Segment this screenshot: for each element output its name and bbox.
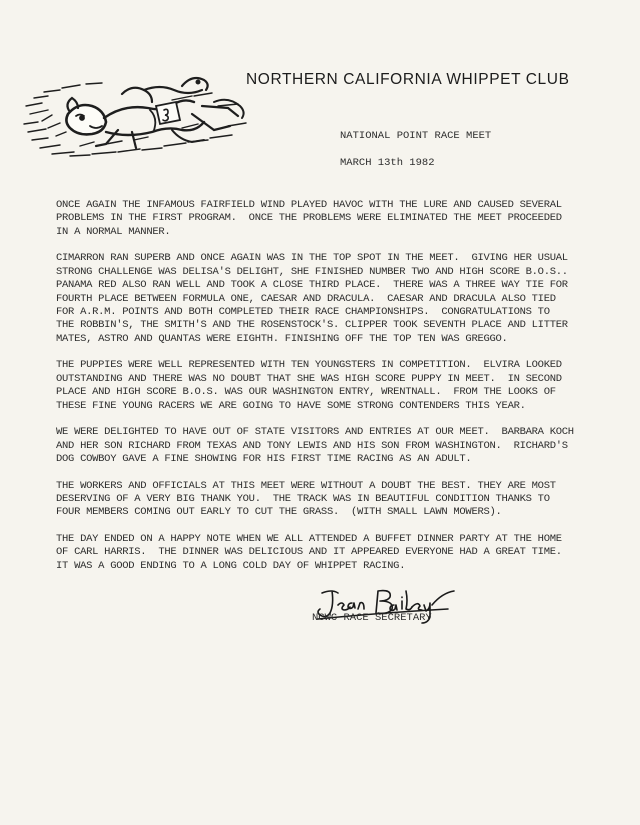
signature-title: NCWC RACE SECRETARY xyxy=(312,612,432,624)
whippet-logo-icon xyxy=(22,66,254,166)
paragraph: CIMARRON RAN SUPERB AND ONCE AGAIN WAS IN THE TOP SPOT IN THE MEET. GIVING HER USUAL STRONG CHALLENGE WAS DELISA'S DELIGHT, SHE FINISHED NUMBER TWO AND HIGH SCORE B.O.S.. PANAMA RED ALSO RAN WELL AND TOOK A CLOSE THIRD PLACE. THERE WAS A THREE WAY TIE FOR FOURTH PLACE BETWEEN FORMULA ONE, CAESAR AND DRACULA. CAESAR AND DRACULA ALSO TIED FOR A.R.M. POINTS AND BOTH COMPLETED THEIR RACE CHAMPIONSHIPS. CONGRATULATIONS TO THE ROBBIN'S, THE SMITH'S AND THE ROSENSTOCK'S. CLIPPER TOOK SEVENTH PLACE AND LITTER MATES, ASTRO AND QUANTAS WERE EIGHTH. FINISHING OFF THE TOP TEN WAS GREGGO. xyxy=(56,252,568,345)
paragraph: THE WORKERS AND OFFICIALS AT THIS MEET WERE WITHOUT A DOUBT THE BEST. THEY ARE MOST DESERVING OF A VERY BIG THANK YOU. THE TRACK WAS IN BEAUTIFUL CONDITION THANKS TO FOUR MEMBERS COMING OUT EARLY TO CUT THE GRASS. (WITH SMALL LAWN MOWERS). xyxy=(56,479,556,519)
paragraph: ONCE AGAIN THE INFAMOUS FAIRFIELD WIND PLAYED HAVOC WITH THE LURE AND CAUSED SEVERAL PROBLEMS IN THE FIRST PROGRAM. ONCE THE PROBLEMS WERE ELIMINATED THE MEET PROCEEDED IN A NORMAL MANNER. xyxy=(56,199,562,238)
signature-block xyxy=(308,585,478,635)
paragraph: THE DAY ENDED ON A HAPPY NOTE WHEN WE ALL ATTENDED A BUFFET DINNER PARTY AT THE HOME OF CARL HARRIS. THE DINNER WAS DELICIOUS AND IT APPEARED EVERYONE HAD A GREAT TIME. IT WAS A GOOD ENDING TO A LONG COLD DAY OF WHIPPET RACING. xyxy=(56,533,562,572)
event-name: NATIONAL POINT RACE MEET xyxy=(340,130,492,142)
paragraph: THE PUPPIES WERE WELL REPRESENTED WITH TEN YOUNGSTERS IN COMPETITION. ELVIRA LOOKED OUTSTANDING AND THERE WAS NO DOUBT THAT SHE WAS HIGH SCORE PUPPY IN MEET. IN SECOND PLACE AND HIGH SCORE B.O.S. WAS OUR WASHINGTON ENTRY, WRENTNALL. FROM THE LOOKS OF THESE FINE YOUNG RACERS WE ARE GOING TO HAVE SOME STRONG CONTENDERS THIS YEAR. xyxy=(56,359,562,412)
event-date: MARCH 13th 1982 xyxy=(340,157,435,169)
club-name: NORTHERN CALIFORNIA WHIPPET CLUB xyxy=(246,71,570,88)
letter-body xyxy=(56,199,622,586)
paragraph: WE WERE DELIGHTED TO HAVE OUT OF STATE VISITORS AND ENTRIES AT OUR MEET. BARBARA KOCH AND HER SON RICHARD FROM TEXAS AND TONY LEWIS AND HIS SON FROM WASHINGTON. RICHARD'S DOG COWBOY GAVE A FINE SHOWING FOR HIS FIRST TIME RACING AS AN ADULT. xyxy=(56,426,574,466)
